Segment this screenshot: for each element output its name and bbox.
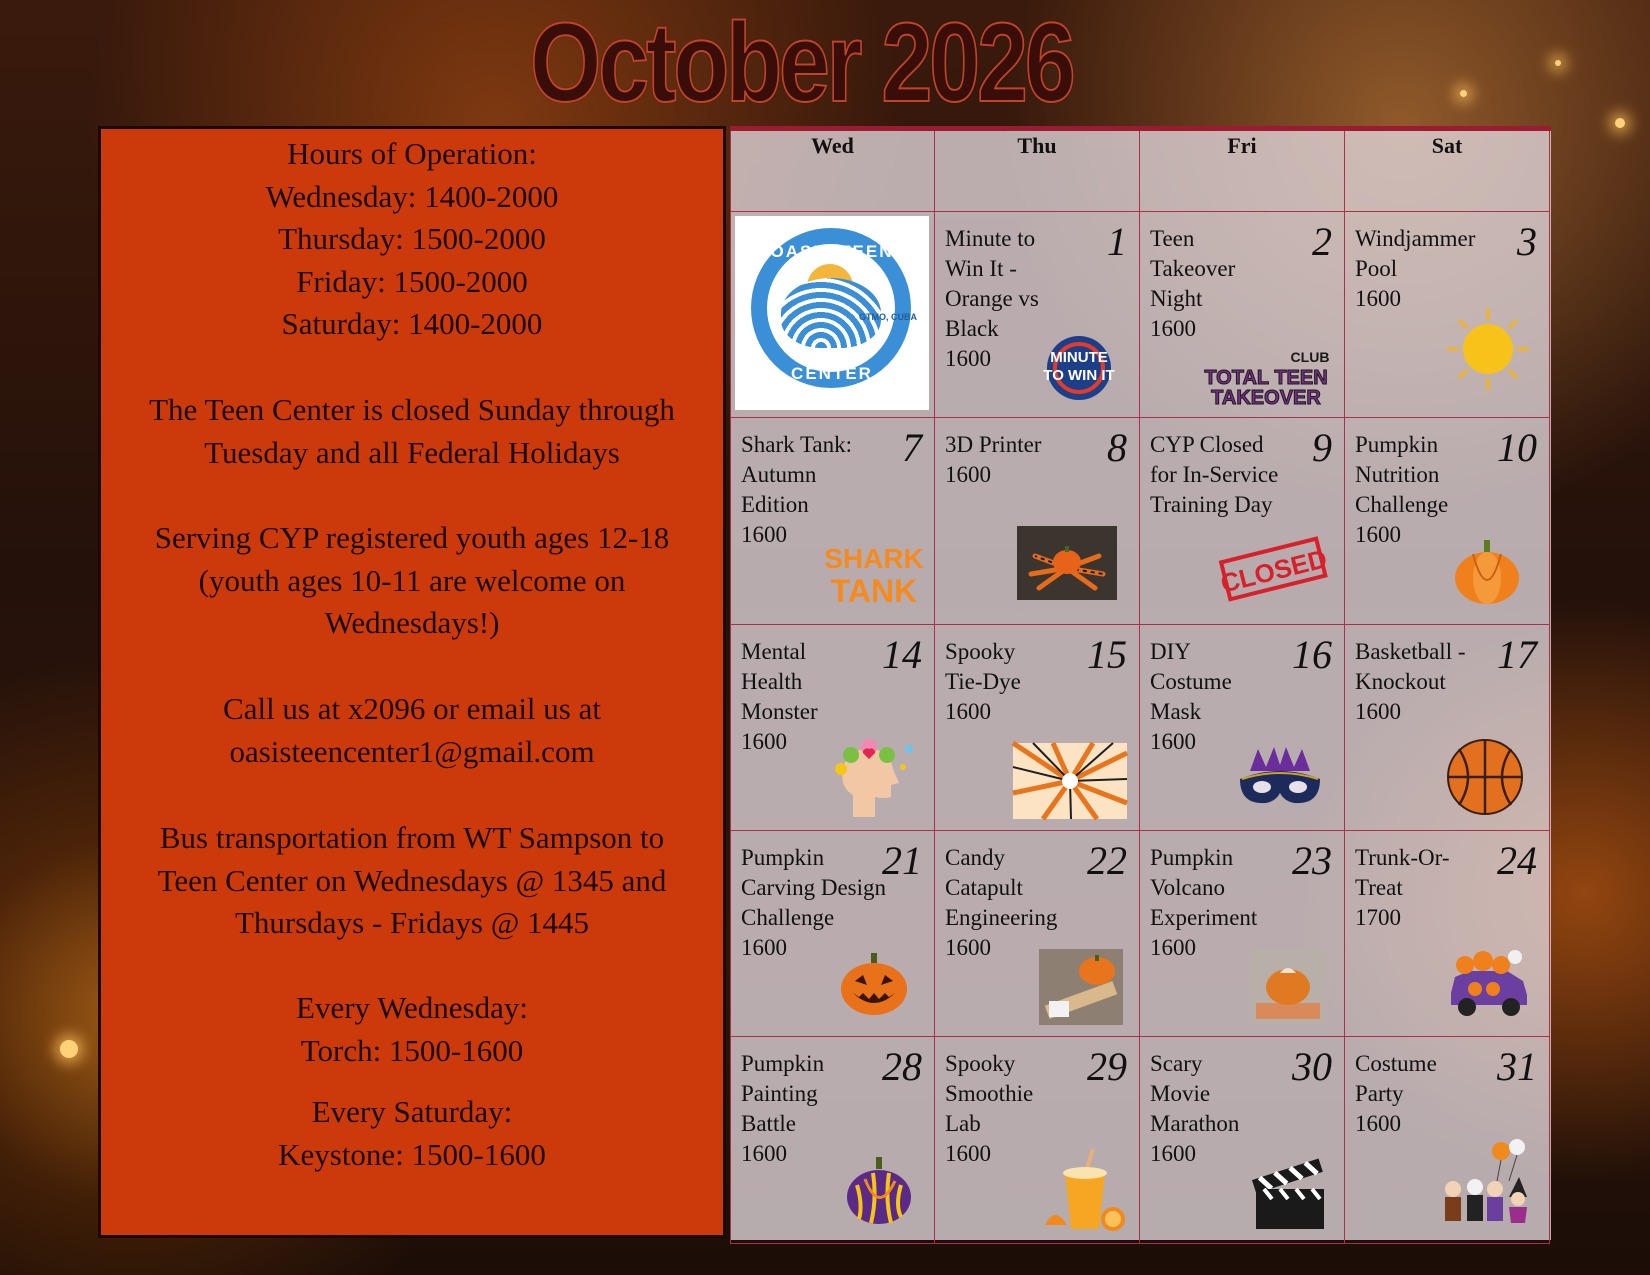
event-line: Autumn [741,462,817,487]
event-line: Night [1150,286,1203,311]
event-text [945,843,1075,963]
calendar-cell [1140,212,1345,418]
day-number: 2 [1312,219,1332,264]
event-line: Nutrition [1355,462,1440,487]
string-light [1555,60,1561,66]
event-line: Engineering [945,905,1058,930]
event-time: 1600 [1355,522,1401,547]
logo-text-bottom: CENTER [791,364,873,383]
event-text [1355,224,1485,314]
svg-text:TAKEOVER: TAKEOVER [1211,387,1321,409]
day-header-thu: Thu [935,131,1140,212]
calendar-cell [1345,625,1550,831]
event-line: Pumpkin [1150,845,1234,870]
bus-info [101,817,723,945]
oasis-teen-center-logo [735,216,929,410]
event-line: Shark Tank: [741,432,853,457]
event-line: DIY [1150,639,1191,664]
event-line: Lab [945,1111,981,1136]
day-number: 10 [1497,425,1537,470]
wednesday-heading: Every Wednesday: [296,990,528,1025]
event-time: 1600 [1150,935,1196,960]
printed-pumpkin-spider-image [1017,526,1117,600]
event-line: Costume [1355,1051,1437,1076]
event-text [1355,843,1485,933]
day-number: 8 [1107,425,1127,470]
event-text [1150,843,1280,963]
closed-notice [101,389,723,474]
day-number: 31 [1497,1044,1537,1089]
serving-notice [101,517,723,645]
svg-text:MINUTE: MINUTE [1050,349,1108,366]
day-number: 7 [902,425,922,470]
day-number: 21 [882,838,922,883]
svg-text:SHARK: SHARK [824,543,924,574]
event-line: Experiment [1150,905,1258,930]
event-line: Challenge [1355,492,1449,517]
event-text [1355,430,1485,550]
calendar-cell [730,418,935,625]
event-line: Spooky [945,1051,1016,1076]
every-wednesday [101,987,723,1072]
day-number: 22 [1087,838,1127,883]
event-line: Battle [741,1111,796,1136]
event-time: 1600 [741,522,787,547]
event-line: Basketball - [1355,639,1466,664]
day-number: 14 [882,632,922,677]
event-line: Windjammer [1355,226,1476,251]
event-time: 1600 [945,462,991,487]
basketball-icon [1445,737,1525,817]
email-address: oasisteencenter1@gmail.com [229,733,595,769]
event-line: Mask [1150,699,1202,724]
calendar-cell [730,625,935,831]
closed-stamp [1218,530,1328,606]
event-line: Pumpkin [741,1051,825,1076]
calendar-cell [935,831,1140,1037]
calendar-cell [1345,212,1550,418]
event-line: Smoothie [945,1081,1034,1106]
sun-icon [1443,304,1533,394]
smoothie-icon [1041,1145,1127,1235]
day-number: 15 [1087,632,1127,677]
event-line: Tie-Dye [945,669,1021,694]
event-line: Candy [945,845,1006,870]
calendar-cell [935,212,1140,418]
event-line: Painting [741,1081,818,1106]
calendar-cell [935,625,1140,831]
day-number: 17 [1497,632,1537,677]
event-line: Win It - [945,256,1017,281]
event-text [1150,224,1280,344]
event-line: Edition [741,492,809,517]
jack-o-lantern-icon [839,951,909,1017]
hours-line: Wednesday: 1400-2000 [265,178,559,214]
event-line: Treat [1355,875,1403,900]
event-time: 1700 [1355,905,1401,930]
event-line: Scary [1150,1051,1203,1076]
event-time: 1600 [741,1141,787,1166]
event-text [1355,637,1485,727]
serving-line: Wednesdays!) [324,605,500,640]
event-time: 1600 [741,935,787,960]
day-number: 24 [1497,838,1537,883]
mental-health-head-icon [823,737,921,819]
event-line: Trunk-Or- [1355,845,1450,870]
event-time: 1600 [945,699,991,724]
calendar-cell [935,1037,1140,1244]
calendar-cell [1140,831,1345,1037]
painted-pumpkin-icon [843,1155,915,1227]
event-line: Pool [1355,256,1398,281]
event-line: Catapult [945,875,1023,900]
costumed-kids-icon [1435,1137,1535,1229]
pumpkin-icon [1451,536,1523,608]
day-number: 23 [1292,838,1332,883]
event-line: Black [945,316,999,341]
event-line: CYP Closed [1150,432,1264,457]
svg-text:CLUB: CLUB [1290,349,1330,365]
string-light [1615,118,1625,128]
info-panel [98,126,726,1238]
event-time: 1600 [1150,729,1196,754]
total-teen-takeover-logo [1192,344,1340,408]
day-header-fri: Fri [1140,131,1345,212]
event-time: 1600 [945,935,991,960]
event-time: 1600 [1150,1141,1196,1166]
event-time: 1600 [1150,316,1196,341]
contact-info [101,688,723,773]
day-number: 30 [1292,1044,1332,1089]
event-time: 1600 [945,346,991,371]
event-text [1150,430,1280,520]
event-text [741,430,871,550]
event-time: 1600 [1355,699,1401,724]
hours-line: Friday: 1500-2000 [296,263,528,299]
event-text [1355,1049,1485,1139]
closed-line: The Teen Center is closed Sunday through [149,392,675,427]
halloween-car-icon [1445,943,1531,1023]
event-line: Challenge [741,905,835,930]
jack-o-lantern-glow [60,1040,78,1058]
event-line: Spooky [945,639,1016,664]
event-time: 1600 [1355,1111,1401,1136]
event-line: Training Day [1150,492,1273,517]
bus-line: Bus transportation from WT Sampson to [159,820,665,855]
calendar-cell [1140,418,1345,625]
catapult-image [1039,949,1123,1025]
logo-text-top: OASIS TEEN [770,242,894,261]
event-line: Minute to [945,226,1036,251]
every-saturday [101,1091,723,1176]
event-line: Marathon [1150,1111,1240,1136]
event-line: Mental [741,639,807,664]
hours-line: Thursday: 1500-2000 [278,221,546,256]
calendar-cell [1345,831,1550,1037]
event-line: Movie [1150,1081,1211,1106]
svg-text:CLOSED: CLOSED [1217,543,1330,599]
event-time: 1600 [1355,286,1401,311]
calendar-cell [935,418,1140,625]
string-light [1460,90,1467,97]
event-text [1150,637,1280,757]
event-line: Teen [1150,226,1195,251]
masquerade-mask-icon [1236,745,1324,815]
event-text [741,1049,871,1169]
event-line: Carving Design [741,875,887,900]
closed-line: Tuesday and all Federal Holidays [204,434,620,470]
day-number: 9 [1312,425,1332,470]
logo-text-small: GTMO, CUBA [859,312,917,322]
day-number: 28 [882,1044,922,1089]
day-header-sat: Sat [1345,131,1550,212]
tie-dye-image [1013,743,1127,819]
event-line: Knockout [1355,669,1446,694]
hours-heading: Hours of Operation: [287,136,537,171]
day-number: 3 [1517,219,1537,264]
event-line: Health [741,669,803,694]
saturday-heading: Every Saturday: [311,1094,513,1129]
calendar-cell [1345,1037,1550,1244]
bus-line: Teen Center on Wednesdays @ 1345 and [157,862,667,898]
calendar-cell [730,831,935,1037]
hours-line: Saturday: 1400-2000 [281,306,543,341]
calendar-grid [730,126,1551,1240]
event-line: Costume [1150,669,1232,694]
event-text [945,430,1075,490]
contact-line: Call us at x2096 or email us at [223,691,601,726]
event-line: Pumpkin [1355,432,1439,457]
event-line: Party [1355,1081,1404,1106]
event-line: 3D Printer [945,432,1042,457]
event-line: Pumpkin [741,845,825,870]
wednesday-line: Torch: 1500-1600 [300,1032,524,1068]
svg-text:TANK: TANK [830,573,918,609]
pumpkin-volcano-image [1250,949,1326,1025]
event-text [945,637,1075,727]
event-line: for In-Service [1150,462,1279,487]
minute-to-win-it-logo [1035,330,1123,402]
event-line: Volcano [1150,875,1225,900]
bus-line: Thursdays - Fridays @ 1445 [234,905,590,940]
clapperboard-icon [1248,1151,1328,1233]
calendar-cell [1140,625,1345,831]
day-number: 16 [1292,632,1332,677]
event-line: Takeover [1150,256,1236,281]
event-time: 1600 [741,729,787,754]
day-header-wed: Wed [730,131,935,212]
serving-line: (youth ages 10-11 are welcome on [198,562,626,598]
calendar-cell [730,1037,935,1244]
event-time: 1600 [945,1141,991,1166]
calendar-cell [1345,418,1550,625]
hours-of-operation [101,133,723,346]
svg-text:TO WIN IT: TO WIN IT [1043,367,1115,384]
shark-tank-logo [824,536,924,609]
saturday-line: Keystone: 1500-1600 [278,1136,546,1172]
event-line: Orange vs [945,286,1039,311]
svg-text:TOTAL TEEN: TOTAL TEEN [1204,367,1328,389]
serving-line: Serving CYP registered youth ages 12-18 [154,520,670,555]
page-title: October 2026 [530,0,1073,125]
day-number: 29 [1087,1044,1127,1089]
event-line: Monster [741,699,818,724]
calendar-cell [1140,1037,1345,1244]
day-number: 1 [1107,219,1127,264]
calendar-cell-logo [730,212,935,418]
